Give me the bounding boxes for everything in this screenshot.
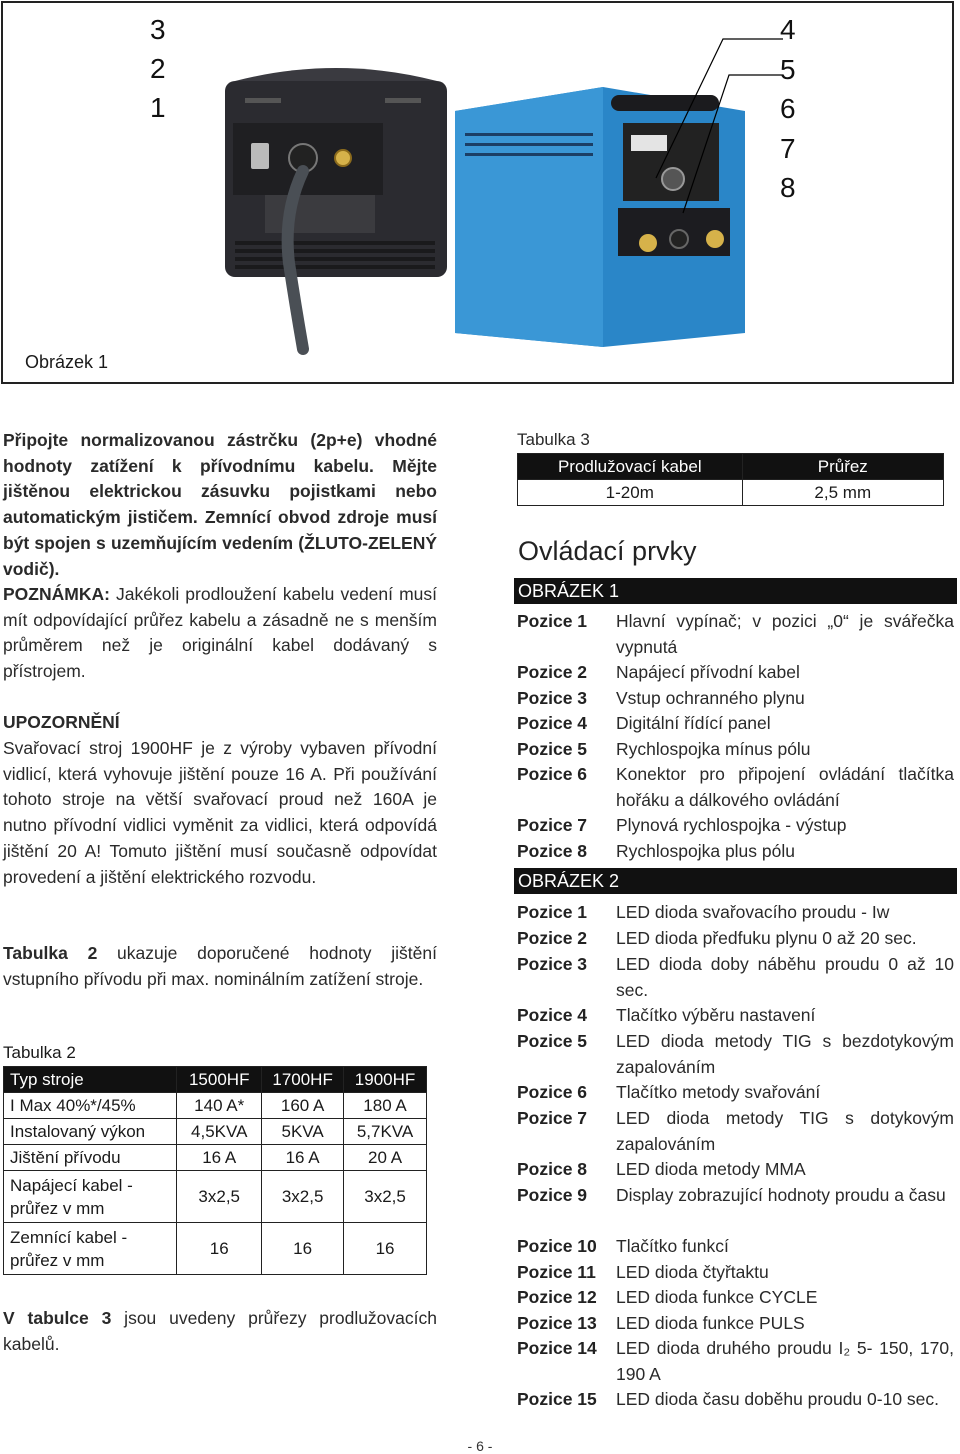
position-label: Pozice 2 (517, 662, 588, 682)
position-text: Vstup ochranného plynu (616, 688, 805, 708)
table2-cell: 16 (177, 1223, 262, 1275)
table2-cell: 3x2,5 (177, 1171, 262, 1223)
position-text: LED dioda času doběhu proudu 0-10 sec. (616, 1389, 940, 1409)
table2-intro-ref: Tabulka 2 (3, 943, 98, 963)
position-label: Pozice 5 (517, 1031, 588, 1051)
callout-4: 4 (780, 14, 796, 45)
position-label: Pozice 14 (517, 1338, 597, 1358)
callout-1: 1 (150, 92, 166, 123)
table2-header-cell: Typ stroje (4, 1067, 177, 1093)
table2-cell: Zemnící kabel - průřez v mm (4, 1223, 177, 1275)
position-label: Pozice 15 (517, 1389, 597, 1409)
table2-cell: 180 A (344, 1093, 427, 1119)
callout-6: 6 (780, 93, 796, 124)
table2-header (4, 1067, 427, 1093)
table3-caption: Tabulka 3 (517, 430, 590, 449)
position-text: LED dioda předfuku plynu 0 až 20 sec. (616, 928, 917, 948)
page-number: - 6 - (467, 1438, 493, 1454)
position-label: Pozice 13 (517, 1313, 597, 1333)
table2-cell: 5,7KVA (344, 1119, 427, 1145)
table2-cell: 3x2,5 (262, 1171, 344, 1223)
callout-5: 5 (780, 54, 796, 85)
position-text: LED dioda druhého proudu I₂ 5- 150, 170, 190 A (616, 1338, 954, 1384)
table2-caption: Tabulka 2 (3, 1043, 76, 1062)
welder-photo (3, 3, 952, 382)
table3-header-cell: Prodlužovací kabel (518, 454, 743, 480)
position-text: Napájecí přívodní kabel (616, 662, 800, 682)
connection-paragraph: Připojte normalizovanou zástrčku (2p+e) vhodné hodnoty zatížení k přívodnímu kabelu. Mějte jištěnou elektrickou zásuvku pojistkami nebo automatickým jističem. Zemnící obvod zdroje musí být spojen s uzemňujícím vedením (ŽLUTO-ZELENÝ vodič). (3, 430, 437, 579)
position-text: Konektor pro připojení ovládání tlačítka hořáku a dálkového ovládání (616, 764, 954, 810)
closing-ref: V tabulce 3 (3, 1308, 112, 1328)
position-text: LED dioda funkce CYCLE (616, 1287, 818, 1307)
position-text: Hlavní vypínač; v pozici „0“ je svářečka vypnutá (616, 611, 954, 657)
position-text: LED dioda metody TIG s dotykovým zapalováním (616, 1108, 954, 1154)
table2-cell: 4,5KVA (177, 1119, 262, 1145)
position-text: LED dioda svařovacího proudu - Iw (616, 902, 890, 922)
position-label: Pozice 7 (517, 815, 588, 835)
table-row (4, 1119, 427, 1145)
table-row (4, 1223, 427, 1275)
table2-cell: 140 A* (177, 1093, 262, 1119)
table2-cell: 16 (262, 1223, 344, 1275)
table2-cell: 3x2,5 (344, 1171, 427, 1223)
position-label: Pozice 11 (517, 1262, 596, 1282)
table2-header-cell: 1900HF (344, 1067, 427, 1093)
position-label: Pozice 5 (517, 739, 588, 759)
position-label: Pozice 8 (517, 1159, 588, 1179)
table3-header-cell: Průřez (742, 454, 943, 480)
position-text: Tlačítko metody svařování (616, 1082, 821, 1102)
position-label: Pozice 4 (517, 713, 588, 733)
table2-cell: 16 A (177, 1145, 262, 1171)
position-text: LED dioda čtyřtaktu (616, 1262, 769, 1282)
position-label: Pozice 3 (517, 954, 588, 974)
position-text: Display zobrazující hodnoty proudu a času (616, 1185, 946, 1205)
warning-title: UPOZORNĚNÍ (3, 712, 120, 732)
callout-7: 7 (780, 133, 796, 164)
position-label: Pozice 10 (517, 1236, 597, 1256)
callout-2: 2 (150, 53, 166, 84)
note-label: POZNÁMKA: (3, 584, 110, 604)
closing-text: jsou uvedeny průřezy prodlužovacích kabelů. (3, 1308, 437, 1354)
table-row (4, 1171, 427, 1223)
position-text: LED dioda funkce PULS (616, 1313, 805, 1333)
position-label: Pozice 6 (517, 1082, 588, 1102)
position-text: Plynová rychlospojka - výstup (616, 815, 847, 835)
position-label: Pozice 4 (517, 1005, 588, 1025)
table2-cell: Jištění přívodu (4, 1145, 177, 1171)
position-label: Pozice 12 (517, 1287, 597, 1307)
figure-caption: Obrázek 1 (25, 352, 109, 372)
figure1-section-bar: OBRÁZEK 1 (514, 578, 957, 604)
table2-header-cell: 1500HF (177, 1067, 262, 1093)
position-label: Pozice 1 (517, 611, 588, 631)
position-label: Pozice 9 (517, 1185, 588, 1205)
table2-cell: 160 A (262, 1093, 344, 1119)
note-paragraph (3, 582, 437, 685)
table3-cell: 1-20m (518, 480, 743, 506)
table-row (518, 480, 944, 506)
table2-cell: 5KVA (262, 1119, 344, 1145)
table2-cell: Instalovaný výkon (4, 1119, 177, 1145)
controls-heading: Ovládací prvky (518, 536, 697, 566)
callout-8: 8 (780, 172, 796, 203)
welder-rear-illustration (225, 68, 447, 349)
callout-3: 3 (150, 14, 166, 45)
position-text: Tlačítko funkcí (616, 1236, 729, 1256)
table2-intro (3, 941, 437, 992)
table3-header (518, 454, 944, 480)
table2-cell: I Max 40%*/45% (4, 1093, 177, 1119)
position-label: Pozice 1 (517, 902, 588, 922)
position-label: Pozice 7 (517, 1108, 588, 1128)
table-row (4, 1093, 427, 1119)
position-text: LED dioda metody TIG s bezdotykovým zapalováním (616, 1031, 954, 1077)
position-text: Digitální řídící panel (616, 713, 771, 733)
table2-cell: Napájecí kabel - průřez v mm (4, 1171, 177, 1223)
table3-cell: 2,5 mm (742, 480, 943, 506)
table2-cell: 16 (344, 1223, 427, 1275)
position-label: Pozice 8 (517, 841, 588, 861)
position-text: LED dioda metody MMA (616, 1159, 806, 1179)
welder-front-illustration (455, 87, 745, 347)
table2-header-cell: 1700HF (262, 1067, 344, 1093)
figure-box (1, 1, 954, 384)
warning-text: Svařovací stroj 1900HF je z výroby vybaven přívodní vidlicí, která vyhovuje jištění pouze 16 A. Při používání tohoto stroje na větší svařovací proud než 160A je nutno přívodní vidlici vyměnit za vidlici, která odpovídá jištění 20 A! Tomuto jištění musí současně odpovídat provedení a jištění elektrického rozvodu. (3, 738, 437, 887)
position-text: Rychlospojka mínus pólu (616, 739, 811, 759)
position-text: Tlačítko výběru nastavení (616, 1005, 816, 1025)
position-label: Pozice 3 (517, 688, 588, 708)
position-text: Rychlospojka plus pólu (616, 841, 795, 861)
note-text: Jakékoli prodloužení kabelu vedení musí mít odpovídající průřez kabelu a zásadně ne s menším průměrem než je originální kabel dodávaný s přístrojem. (3, 584, 437, 682)
position-text: LED dioda doby náběhu proudu 0 až 10 sec. (616, 954, 954, 1000)
figure2-section-bar: OBRÁZEK 2 (514, 868, 957, 894)
table-row (4, 1145, 427, 1171)
table2-intro-text: ukazuje doporučené hodnoty jištění vstupního přívodu při max. nominálním zatížení stroje. (3, 943, 437, 989)
table2-cell: 20 A (344, 1145, 427, 1171)
closing-paragraph (3, 1306, 437, 1357)
table2 (3, 1066, 427, 1275)
table2-cell: 16 A (262, 1145, 344, 1171)
position-label: Pozice 2 (517, 928, 588, 948)
table3 (517, 453, 944, 506)
position-label: Pozice 6 (517, 764, 588, 784)
